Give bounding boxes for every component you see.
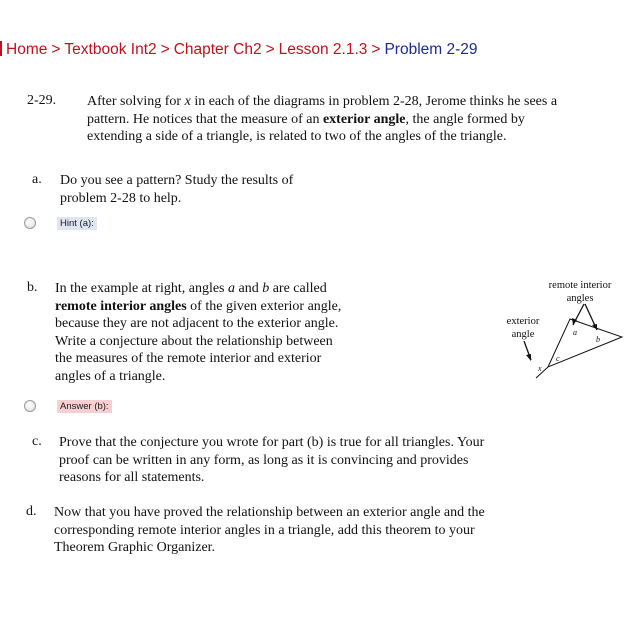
part-b-text-run: are called (269, 281, 327, 296)
part-b-text-run: of the given exterior angle, because they are not adjacent to the exterior angle. Write a conjecture about the relationship between the measures of the remote interior and exterior angles of a triangle. (55, 298, 342, 384)
breadcrumb-current: Problem 2-29 (384, 41, 478, 58)
hint-a-toggle[interactable] (24, 217, 36, 229)
answer-b-button[interactable]: Answer (b): (57, 400, 112, 413)
problem-number: 2-29. (27, 93, 57, 108)
angle-c-label: c (556, 354, 560, 363)
label-remote-interior: remote interior (548, 280, 612, 291)
statement-bold-term: exterior angle (322, 111, 406, 127)
part-d-label: d. (26, 504, 37, 519)
part-d-text: Now that you have proved the relationship between an exterior angle and the corresponding remote interior angles in a triangle, add this theorem to your Theorem Graphic Organizer. (54, 505, 485, 555)
breadcrumb-separator: > (371, 41, 381, 58)
triangle-diagram (500, 275, 630, 385)
label-angles: angles (566, 293, 594, 304)
hint-a-button[interactable]: Hint (a): (57, 217, 97, 230)
angle-b-label: b (596, 335, 600, 344)
part-c-label: c. (32, 434, 42, 449)
problem-statement (87, 93, 567, 146)
statement-text: , the angle formed by extending a side of a triangle, is related to two of the angles of the triangle. (87, 111, 525, 144)
part-b-bold-term: remote interior angles (55, 298, 187, 314)
part-b-var-a: a (228, 281, 235, 296)
answer-b-toggle[interactable] (24, 400, 36, 412)
breadcrumb-separator: > (265, 41, 275, 58)
breadcrumb-home[interactable]: Home (6, 41, 48, 58)
breadcrumb-lesson[interactable]: Lesson 2.1.3 (278, 41, 368, 58)
angle-a-label: a (573, 328, 577, 337)
part-b-text-run: and (235, 281, 263, 296)
breadcrumb-separator: > (160, 41, 170, 58)
breadcrumb (0, 41, 478, 59)
part-c-text: Prove that the conjecture you wrote for part (b) is true for all triangles. Your proof can be written in any form, as long as it is convincing and provides reasons for all statements. (59, 435, 485, 485)
statement-variable: x (184, 94, 191, 109)
statement-text: After solving for (87, 94, 185, 109)
part-b-text-run: In the example at right, angles (55, 281, 228, 296)
breadcrumb-chapter[interactable]: Chapter Ch2 (173, 41, 262, 58)
label-angle: angle (511, 329, 535, 340)
part-a-text: Do you see a pattern? Study the results of problem 2-28 to help. (60, 173, 294, 206)
part-b-var-b: b (262, 281, 270, 296)
breadcrumb-separator: > (51, 41, 61, 58)
label-exterior: exterior (506, 316, 540, 327)
part-a-label: a. (32, 172, 42, 187)
breadcrumb-edge (0, 41, 2, 56)
statement-text: in each of the diagrams in problem 2-28, Jerome thinks he sees a pattern. He notices that the measure of an (87, 94, 558, 127)
part-b-label: b. (27, 280, 38, 295)
breadcrumb-textbook[interactable]: Textbook Int2 (64, 41, 157, 58)
arrowhead-exterior (526, 354, 531, 361)
part-b-text (55, 280, 345, 385)
angle-x-label: x (538, 364, 542, 373)
